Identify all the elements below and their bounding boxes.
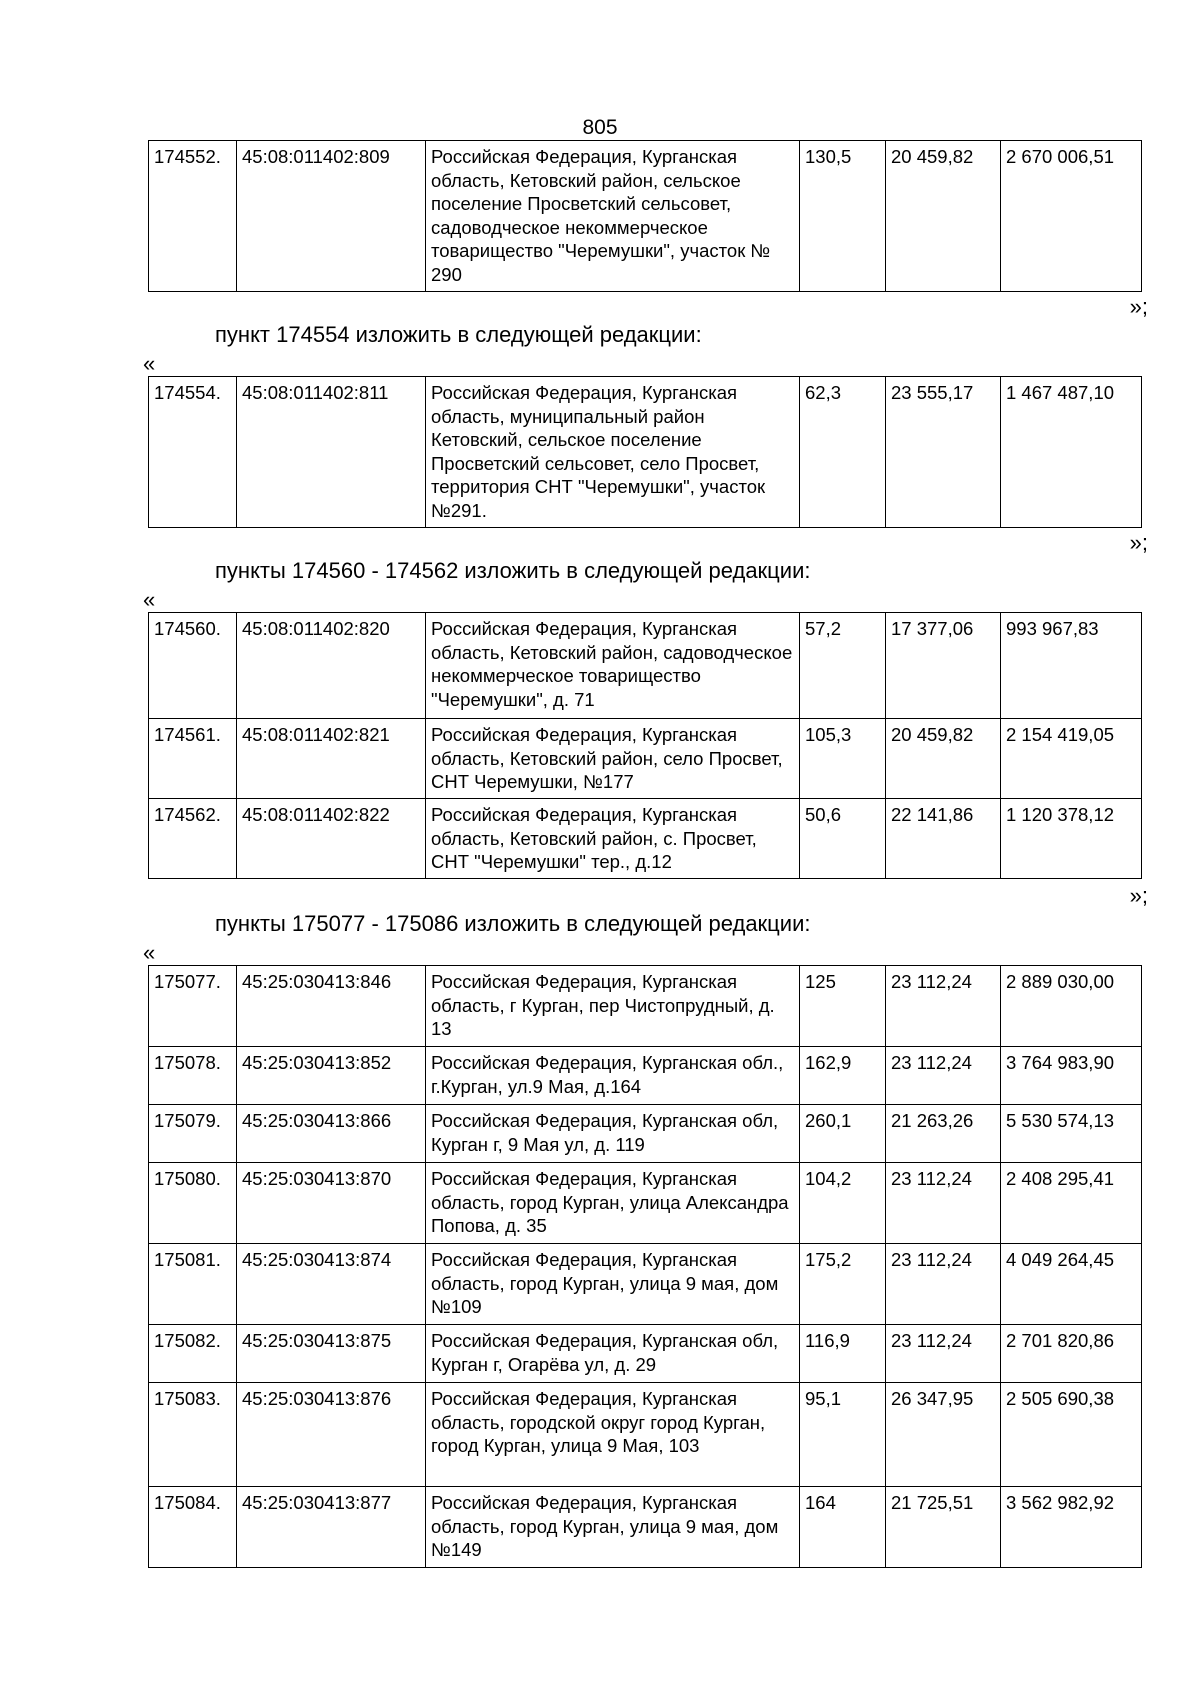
cadastral-value: 2 408 295,41 [1001, 1163, 1142, 1244]
area: 50,6 [800, 799, 886, 879]
address: Российская Федерация, Курганская область, городской округ город Курган, город Курган, улица 9 Мая, 103 [426, 1383, 800, 1487]
cadastral-value: 993 967,83 [1001, 613, 1142, 719]
opening-quote: « [143, 587, 156, 612]
area: 104,2 [800, 1163, 886, 1244]
register-table-2 [148, 376, 1142, 528]
table-row [149, 1105, 1142, 1163]
rate: 23 555,17 [886, 377, 1001, 528]
register-table-3 [148, 612, 1142, 879]
address: Российская Федерация, Курганская область, город Курган, улица Александра Попова, д. 35 [426, 1163, 800, 1244]
cadastral-value: 2 701 820,86 [1001, 1325, 1142, 1383]
area: 116,9 [800, 1325, 886, 1383]
cadastral-number: 45:25:030413:870 [237, 1163, 426, 1244]
cadastral-value: 4 049 264,45 [1001, 1244, 1142, 1325]
cadastral-number: 45:08:011402:820 [237, 613, 426, 719]
rate: 23 112,24 [886, 1325, 1001, 1383]
cadastral-value: 3 764 983,90 [1001, 1047, 1142, 1105]
rate: 17 377,06 [886, 613, 1001, 719]
cadastral-value: 1 120 378,12 [1001, 799, 1142, 879]
amendment-instruction: пункты 174560 - 174562 изложить в следующей редакции: [215, 558, 811, 583]
cadastral-value: 2 505 690,38 [1001, 1383, 1142, 1487]
rate: 26 347,95 [886, 1383, 1001, 1487]
area: 95,1 [800, 1383, 886, 1487]
table-row [149, 719, 1142, 799]
rate: 20 459,82 [886, 719, 1001, 799]
opening-quote: « [143, 940, 156, 965]
cadastral-value: 2 670 006,51 [1001, 141, 1142, 292]
area: 105,3 [800, 719, 886, 799]
closing-quote: »; [1129, 883, 1148, 908]
address: Российская Федерация, Курганская обл., г.Курган, ул.9 Мая, д.164 [426, 1047, 800, 1105]
table-row [149, 799, 1142, 879]
row-number: 174560. [149, 613, 237, 719]
area: 260,1 [800, 1105, 886, 1163]
rate: 21 263,26 [886, 1105, 1001, 1163]
area: 125 [800, 966, 886, 1047]
address: Российская Федерация, Курганская область, город Курган, улица 9 мая, дом №109 [426, 1244, 800, 1325]
table-row [149, 1383, 1142, 1487]
row-number: 174552. [149, 141, 237, 292]
closing-quote: »; [1129, 530, 1148, 555]
table-row [149, 1244, 1142, 1325]
address: Российская Федерация, Курганская область, город Курган, улица 9 мая, дом №149 [426, 1487, 800, 1568]
cadastral-number: 45:25:030413:846 [237, 966, 426, 1047]
cadastral-number: 45:25:030413:874 [237, 1244, 426, 1325]
row-number: 174562. [149, 799, 237, 879]
cadastral-number: 45:25:030413:852 [237, 1047, 426, 1105]
address: Российская Федерация, Курганская обл, Курган г, 9 Мая ул, д. 119 [426, 1105, 800, 1163]
address: Российская Федерация, Курганская область, муниципальный район Кетовский, сельское поселение Просветский сельсовет, село Просвет, территория СНТ "Черемушки", участок №291. [426, 377, 800, 528]
row-number: 174554. [149, 377, 237, 528]
row-number: 175084. [149, 1487, 237, 1568]
row-number: 175080. [149, 1163, 237, 1244]
cadastral-value: 1 467 487,10 [1001, 377, 1142, 528]
closing-quote: »; [1129, 294, 1148, 319]
cadastral-number: 45:25:030413:877 [237, 1487, 426, 1568]
table-row [149, 141, 1142, 292]
cadastral-number: 45:08:011402:821 [237, 719, 426, 799]
address: Российская Федерация, Курганская область, Кетовский район, сельское поселение Просветский сельсовет, садоводческое некоммерческое товарищество "Черемушки", участок № 290 [426, 141, 800, 292]
address: Российская Федерация, Курганская область, Кетовский район, село Просвет, СНТ Черемушки, №177 [426, 719, 800, 799]
row-number: 175082. [149, 1325, 237, 1383]
area: 62,3 [800, 377, 886, 528]
area: 162,9 [800, 1047, 886, 1105]
table-row [149, 613, 1142, 719]
row-number: 175083. [149, 1383, 237, 1487]
address: Российская Федерация, Курганская обл, Курган г, Огарёва ул, д. 29 [426, 1325, 800, 1383]
cadastral-value: 2 889 030,00 [1001, 966, 1142, 1047]
cadastral-number: 45:08:011402:822 [237, 799, 426, 879]
cadastral-value: 3 562 982,92 [1001, 1487, 1142, 1568]
cadastral-value: 2 154 419,05 [1001, 719, 1142, 799]
area: 164 [800, 1487, 886, 1568]
rate: 23 112,24 [886, 966, 1001, 1047]
row-number: 175079. [149, 1105, 237, 1163]
cadastral-number: 45:08:011402:811 [237, 377, 426, 528]
area: 130,5 [800, 141, 886, 292]
address: Российская Федерация, Курганская область, Кетовский район, с. Просвет, СНТ "Черемушки" тер., д.12 [426, 799, 800, 879]
table-row [149, 966, 1142, 1047]
table-row [149, 1325, 1142, 1383]
register-table-1 [148, 140, 1142, 292]
register-table-4 [148, 965, 1142, 1568]
table-row [149, 1487, 1142, 1568]
amendment-instruction: пункт 174554 изложить в следующей редакции: [215, 322, 702, 347]
cadastral-number: 45:25:030413:875 [237, 1325, 426, 1383]
address: Российская Федерация, Курганская область, Кетовский район, садоводческое некоммерческое товарищество "Черемушки", д. 71 [426, 613, 800, 719]
area: 57,2 [800, 613, 886, 719]
area: 175,2 [800, 1244, 886, 1325]
cadastral-number: 45:25:030413:876 [237, 1383, 426, 1487]
rate: 23 112,24 [886, 1047, 1001, 1105]
rate: 23 112,24 [886, 1163, 1001, 1244]
cadastral-number: 45:08:011402:809 [237, 141, 426, 292]
cadastral-value: 5 530 574,13 [1001, 1105, 1142, 1163]
page-number: 805 [582, 116, 618, 139]
table-row [149, 1163, 1142, 1244]
amendment-instruction: пункты 175077 - 175086 изложить в следующей редакции: [215, 911, 811, 936]
cadastral-number: 45:25:030413:866 [237, 1105, 426, 1163]
rate: 22 141,86 [886, 799, 1001, 879]
address: Российская Федерация, Курганская область, г Курган, пер Чистопрудный, д. 13 [426, 966, 800, 1047]
rate: 21 725,51 [886, 1487, 1001, 1568]
row-number: 175081. [149, 1244, 237, 1325]
rate: 23 112,24 [886, 1244, 1001, 1325]
table-row [149, 1047, 1142, 1105]
row-number: 175077. [149, 966, 237, 1047]
opening-quote: « [143, 351, 156, 376]
row-number: 175078. [149, 1047, 237, 1105]
rate: 20 459,82 [886, 141, 1001, 292]
row-number: 174561. [149, 719, 237, 799]
table-row [149, 377, 1142, 528]
